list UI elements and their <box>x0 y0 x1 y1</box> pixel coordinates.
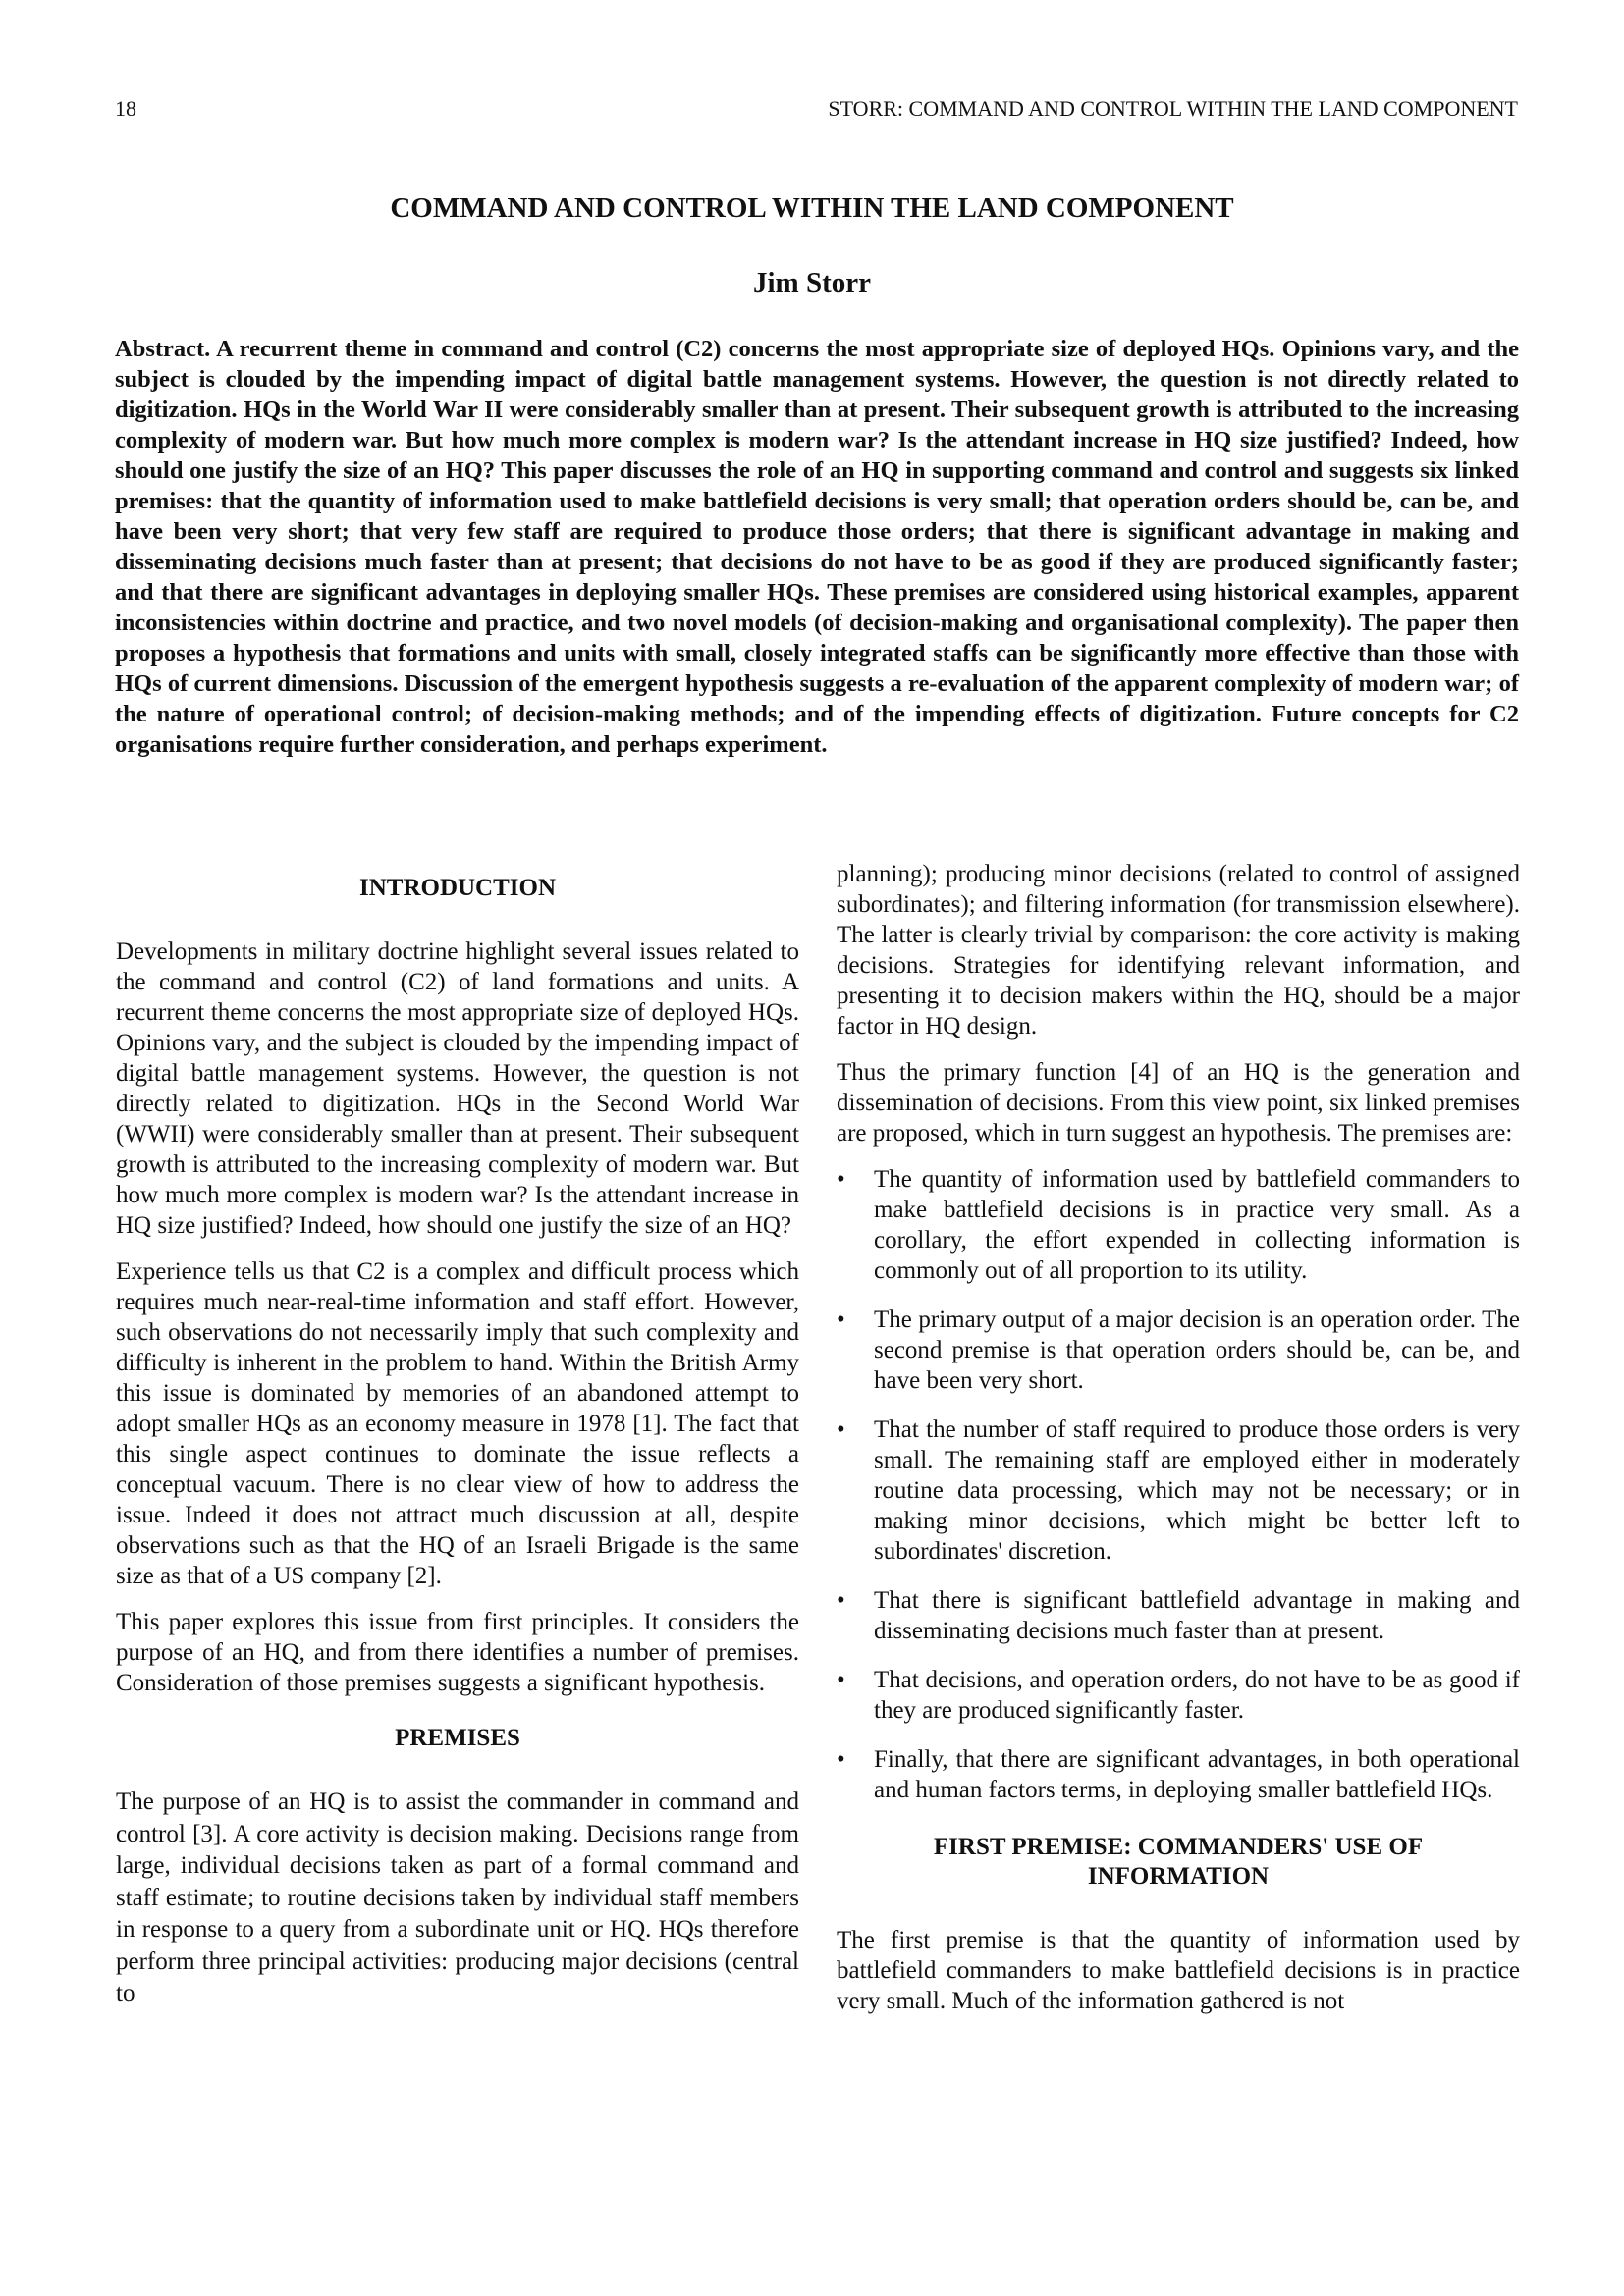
bullet-icon: • <box>837 1307 845 1333</box>
list-item: • That decisions, and operation orders, do not have to be as good if they are produced significantly faster. <box>837 1667 1520 1724</box>
section-heading-first-premise: FIRST PREMISE: COMMANDERS' USE OF INFORMATION <box>933 1834 1424 1890</box>
paragraph: This paper explores this issue from first principles. It considers the purpose of an HQ, and from there identifies a number of premises. Consideration of those premises suggests a significant hypothesis. <box>116 1609 799 1696</box>
left-column <box>116 874 799 2026</box>
paragraph: Developments in military doctrine highlight several issues related to the command and control (C2) of land formations and units. A recurrent theme concerns the most appropriate size of deployed HQs. Opinions vary, and the subject is clouded by the impending impact of digital battle management systems. However, the question is not directly related to digitization. HQs in the Second World War (WWII) were considerably smaller than at present. Their subsequent growth is attributed to the increasing complexity of modern war. But how much more complex is modern war? Is the attendant increase in HQ size justified? Indeed, how should one justify the size of an HQ? <box>116 938 799 1239</box>
section-heading-introduction: INTRODUCTION <box>358 875 557 901</box>
premises-list <box>837 1164 1520 1805</box>
list-item: • Finally, that there are significant advantages, in both operational and human factors terms, in deploying smaller battlefield HQs. <box>837 1746 1520 1803</box>
right-column <box>837 859 1520 2032</box>
page-number: 18 <box>115 96 136 121</box>
paper-title: COMMAND AND CONTROL WITHIN THE LAND COMPONENT <box>390 192 1234 224</box>
list-item: • The quantity of information used by battlefield commanders to make battlefield decisions is in practice very small. As a corollary, the effort expended in collecting information is commonly out of all proportion to its utility. <box>837 1166 1520 1284</box>
list-item: • That there is significant battlefield advantage in making and disseminating decisions much faster than at present. <box>837 1587 1520 1644</box>
bullet-icon: • <box>837 1166 845 1193</box>
bullet-icon: • <box>837 1667 845 1693</box>
bullet-icon: • <box>837 1587 845 1614</box>
bullet-icon: • <box>837 1416 845 1443</box>
paragraph: The purpose of an HQ is to assist the commander in command and control [3]. A core activity is decision making. Decisions range from large, individual decisions taken as part of a formal command and staff estimate; to routine decisions taken by individual staff members in response to a query from a subordinate unit or HQ. HQs therefore perform three principal activities: producing major decisions (central to <box>116 1789 799 2006</box>
author: Jim Storr <box>753 267 871 298</box>
section-heading-premises: PREMISES <box>395 1725 520 1751</box>
list-item: • The primary output of a major decision is an operation order. The second premise is that operation orders should be, can be, and have been very short. <box>837 1307 1520 1394</box>
running-head: STORR: COMMAND AND CONTROL WITHIN THE LAND COMPONENT <box>828 96 1518 121</box>
abstract: Abstract. A recurrent theme in command and control (C2) concerns the most appropriate size of deployed HQs. Opinions vary, and the subject is clouded by the impending impact of digital battle management systems. However, the question is not directly related to digitization. HQs in the World War II were considerably smaller than at present. Their subsequent growth is attributed to the increasing complexity of modern war. But how much more complex is modern war? Is the attendant increase in HQ size justified? Indeed, how should one justify the size of an HQ? This paper discusses the role of an HQ in supporting command and control and suggests six linked premises: that the quantity of information used to make battlefield decisions is very small; that operation orders should be, can be, and have been very short; that very few staff are required to produce those orders; that there is significant advantage in making and disseminating decisions much faster than at present; that decisions do not have to be as good if they are produced significantly faster; and that there are significant advantages in deploying smaller HQs. These premises are considered using historical examples, apparent inconsistencies within doctrine and practice, and two novel models (of decision-making and organisational complexity). The paper then proposes a hypothesis that formations and units with small, closely integrated staffs can be significantly more effective than those with HQs of current dimensions. Discussion of the emergent hypothesis suggests a re-evaluation of the apparent complexity of modern war; of the nature of operational control; of decision-making methods; and of the impending effects of digitization. Future concepts for C2 organisations require further consideration, and perhaps experiment. <box>115 336 1519 758</box>
paragraph: Thus the primary function [4] of an HQ is the generation and dissemination of decisions. From this view point, six linked premises are proposed, which in turn suggest an hypothesis. The premises are: <box>837 1059 1520 1147</box>
bullet-icon: • <box>837 1746 845 1773</box>
paragraph: Experience tells us that C2 is a complex and difficult process which requires much near-real-time information and staff effort. However, such observations do not necessarily imply that such complexity and difficulty is inherent in the problem to hand. Within the British Army this issue is dominated by memories of an abandoned attempt to adopt smaller HQs as an economy measure in 1978 [1]. The fact that this single aspect continues to dominate the issue reflects a conceptual vacuum. There is no clear view of how to address the issue. Indeed it does not attract much discussion at all, despite observations such as that the HQ of an Israeli Brigade is the same size as that of a US company [2]. <box>116 1258 799 1589</box>
paragraph: The first premise is that the quantity of information used by battlefield commanders to make battlefield decisions is in practice very small. Much of the information gathered is not <box>837 1927 1520 2014</box>
list-item: • That the number of staff required to produce those orders is very small. The remaining staff are employed either in moderately routine data processing, which may not be necessary; or in making minor decisions, which might be better left to subordinates' discretion. <box>837 1416 1520 1565</box>
paragraph: planning); producing minor decisions (related to control of assigned subordinates); and filtering information (for transmission elsewhere). The latter is clearly trivial by comparison: the core activity is making decisions. Strategies for identifying relevant information, and presenting it to decision makers within the HQ, should be a major factor in HQ design. <box>837 861 1520 1040</box>
